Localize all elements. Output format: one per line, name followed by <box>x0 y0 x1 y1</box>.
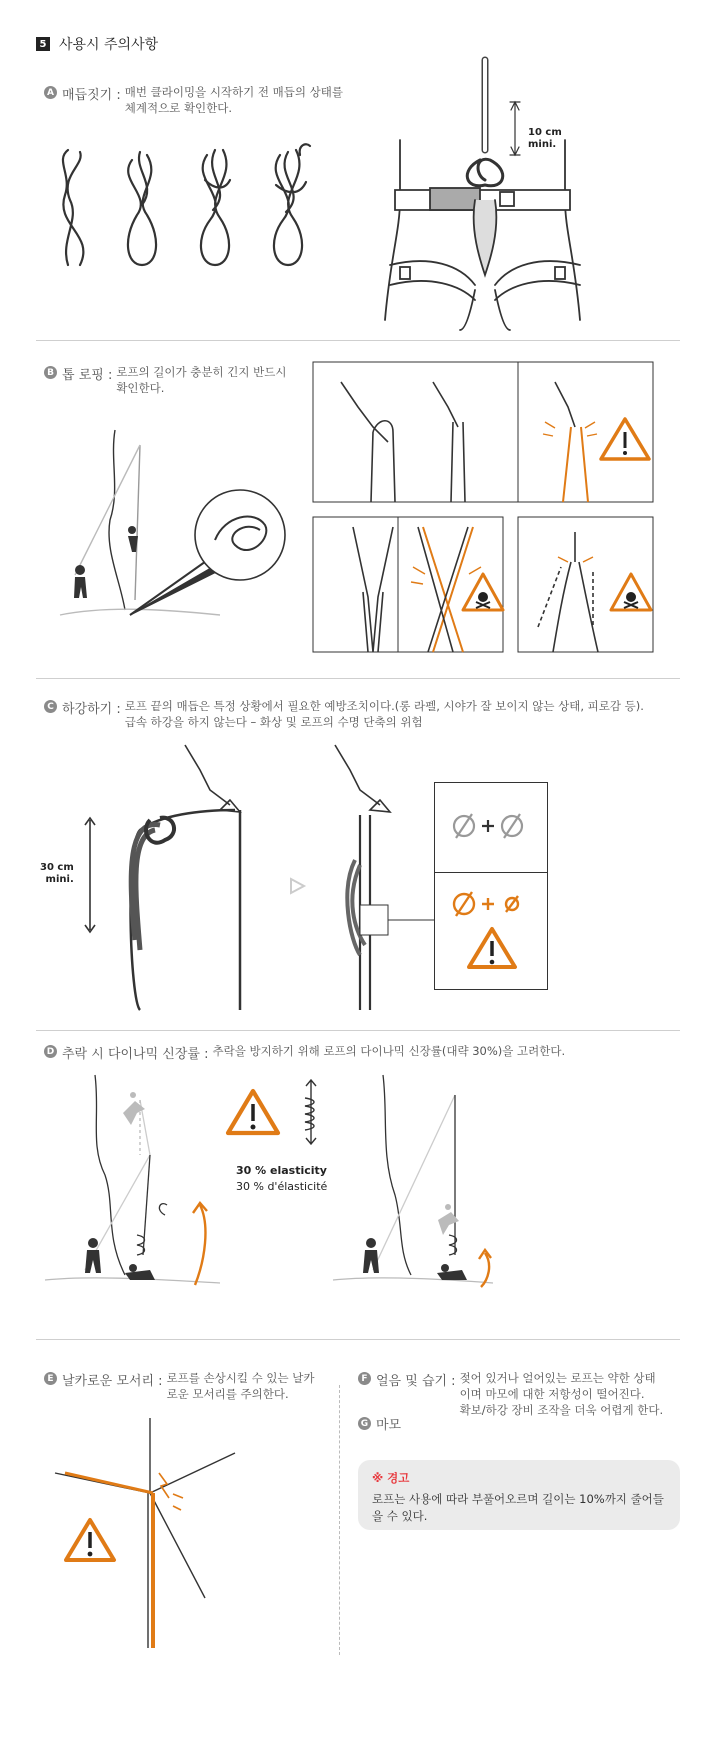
section-d-desc: 추락을 방지하기 위해 로프의 다이나믹 신장률(대략 30%)을 고려한다. <box>212 1044 566 1058</box>
warning-triangle-icon-c <box>466 925 518 971</box>
badge-c: C <box>44 700 57 713</box>
knot-length-measure: 10 cm mini. <box>528 127 562 150</box>
section-b-label <box>44 364 286 396</box>
section-header <box>36 34 158 54</box>
divider-c-d <box>36 1030 680 1031</box>
section-g-name: 마모 <box>376 1418 402 1433</box>
next-step-arrow-icon <box>287 876 307 896</box>
section-a-name: 매듭짓기 : <box>62 88 121 103</box>
fall-before-illustration <box>45 1075 225 1300</box>
section-c-label <box>44 698 644 730</box>
belayer-figure-icon-d2 <box>363 1238 379 1273</box>
badge-g: G <box>358 1417 371 1430</box>
elasticity-caption <box>236 1163 327 1195</box>
anchor-setups-panel <box>313 362 653 652</box>
section-f-label <box>358 1370 663 1418</box>
badge-d: D <box>44 1045 57 1058</box>
knot-step-4-icon <box>274 144 310 265</box>
section-c-desc: 로프 끝의 매듭은 특정 상황에서 필요한 예방조치이다.(롱 라펠, 시야가 잘 보이지 않는 상태, 피로감 등). 급속 하강을 하지 않는다 – 화상 및 로프의 수명 단축의 위험 <box>124 699 644 729</box>
falling-climber-ghost-icon-d2 <box>438 1204 459 1235</box>
figure-eight-knots-illustration <box>40 140 330 280</box>
caught-climber-figure-icon-d1 <box>125 1264 155 1280</box>
top-rope-scene-illustration <box>50 420 300 630</box>
danger-skull-icon-b2 <box>463 574 503 610</box>
danger-skull-icon-b3 <box>611 574 651 610</box>
knot-step-3-icon <box>201 150 230 265</box>
section-d-label <box>44 1043 565 1062</box>
section-title: 사용시 주의사항 <box>59 37 159 53</box>
knot-step-2-icon <box>128 152 156 265</box>
warning-box <box>358 1460 680 1530</box>
knot-tail-measure: 30 cm mini. <box>40 862 74 885</box>
section-a-desc: 매번 클라이밍을 시작하기 전 매듭의 상태를 체계적으로 확인한다. <box>124 85 343 115</box>
elasticity-en: 30 % elasticity <box>236 1164 327 1177</box>
section-e-label <box>44 1370 315 1402</box>
section-e-name: 날카로운 모서리 : <box>62 1374 163 1389</box>
warning-title: ※ 경고 <box>372 1471 410 1485</box>
harness-tie-in-illustration <box>370 60 590 330</box>
section-number: 5 <box>36 37 50 51</box>
mismatched-diameters-icon <box>450 888 530 920</box>
rappel-stopper-knot-illustration <box>80 740 260 1010</box>
knot-step-1-icon <box>63 150 83 265</box>
badge-e: E <box>44 1372 57 1385</box>
section-e-desc: 로프를 손상시킬 수 있는 날카 로운 모서리를 주의한다. <box>166 1371 315 1401</box>
section-g-label <box>358 1414 405 1433</box>
section-f-desc: 젖어 있거나 얼어있는 로프는 약한 상태 이며 마모에 대한 저항성이 떨어진다. 확보/하강 장비 조작을 더욱 어렵게 한다. <box>459 1371 664 1417</box>
column-divider <box>339 1385 340 1655</box>
belayer-figure-icon <box>74 565 87 598</box>
warning-triangle-icon-e <box>63 1516 117 1564</box>
section-a-label <box>44 84 343 116</box>
falling-climber-ghost-icon <box>123 1092 145 1125</box>
badge-f: F <box>358 1372 371 1385</box>
warning-triangle-icon-b1 <box>601 419 649 459</box>
divider-b-c <box>36 678 680 679</box>
section-b-name: 톱 로핑 : <box>62 368 113 383</box>
warning-triangle-icon-d <box>225 1087 281 1137</box>
divider-a-b <box>36 340 680 341</box>
compatible-diameters-icon <box>450 810 530 842</box>
caught-climber-figure-icon-d2 <box>437 1264 467 1280</box>
elastic-spring-icon <box>300 1080 322 1146</box>
panel-divider <box>434 872 548 873</box>
badge-b: B <box>44 366 57 379</box>
belayer-figure-icon-d1 <box>85 1238 101 1273</box>
warning-text: 로프는 사용에 따라 부풀어오르며 길이는 10%까지 줄어들을 수 있다. <box>372 1492 664 1523</box>
section-d-name: 추락 시 다이나믹 신장률 : <box>62 1047 209 1062</box>
divider-d-ef <box>36 1339 680 1340</box>
section-b-desc: 로프의 길이가 충분히 긴지 반드시 확인한다. <box>116 365 287 395</box>
badge-a: A <box>44 86 57 99</box>
section-f-name: 얼음 및 습기 : <box>376 1374 456 1389</box>
fall-after-illustration <box>333 1075 508 1300</box>
elasticity-fr: 30 % d'élasticité <box>236 1180 328 1193</box>
section-c-name: 하강하기 : <box>62 702 121 717</box>
rappel-device-illustration <box>330 740 430 1010</box>
